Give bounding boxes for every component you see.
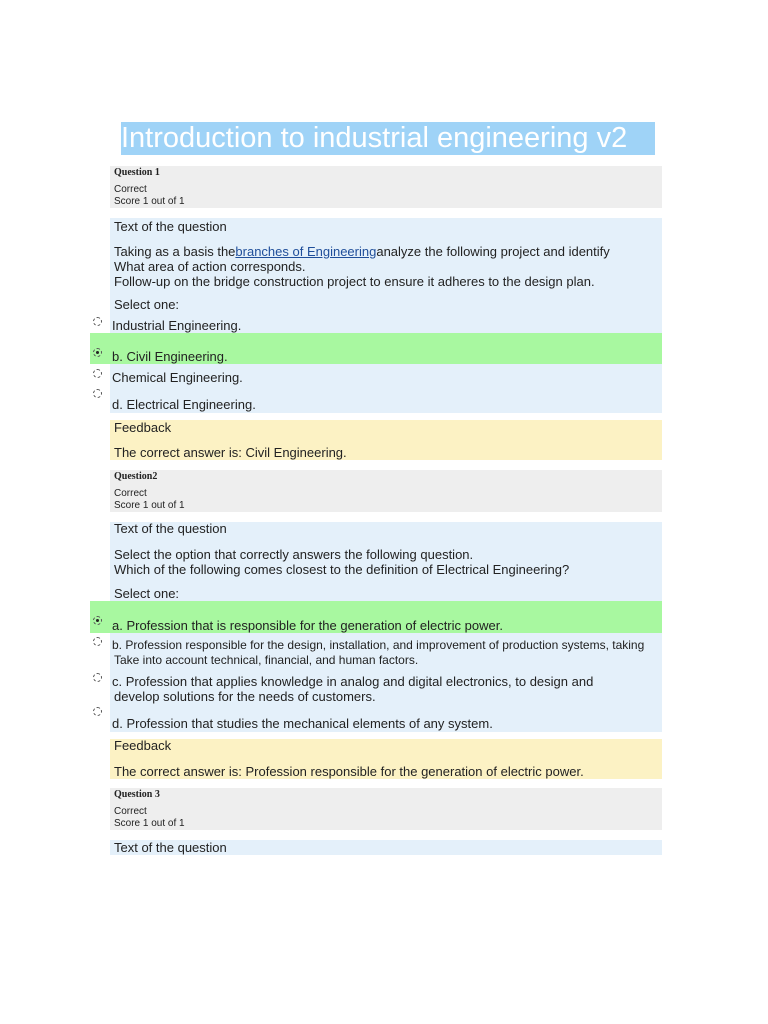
- question-3-info: [110, 788, 662, 830]
- question-2-prompt-line1: Select the option that correctly answers the following question.: [114, 547, 474, 562]
- question-2-prompt-line2: Which of the following comes closest to the definition of Electrical Engineering?: [114, 562, 570, 577]
- question-3-text-heading: Text of the question: [114, 840, 227, 855]
- q1-option-a-label[interactable]: Industrial Engineering.: [112, 318, 242, 333]
- question-1-score: Score 1 out of 1: [114, 196, 185, 207]
- question-3-score: Score 1 out of 1: [114, 818, 185, 829]
- q1-option-c-radio[interactable]: [93, 369, 102, 378]
- question-2-feedback-heading: Feedback: [114, 738, 172, 753]
- question-1-state: Correct: [114, 184, 147, 195]
- q2-option-d-radio[interactable]: [93, 707, 102, 716]
- question-2-feedback-text: The correct answer is: Profession responsible for the generation of electric power.: [114, 764, 584, 779]
- question-1-prompt-line2: What area of action corresponds.: [114, 259, 306, 274]
- question-1-feedback-heading: Feedback: [114, 420, 172, 435]
- q2-option-a-label[interactable]: a. Profession that is responsible for the generation of electric power.: [112, 618, 503, 633]
- q1-option-a-radio[interactable]: [93, 317, 102, 326]
- q1-option-b-label[interactable]: b. Civil Engineering.: [112, 349, 228, 364]
- q2-option-d-label[interactable]: d. Profession that studies the mechanical elements of any system.: [112, 716, 493, 731]
- question-2-select-label: Select one:: [114, 586, 180, 601]
- branches-link[interactable]: branches of Engineering: [235, 244, 377, 259]
- question-1-text-heading: Text of the question: [114, 219, 227, 234]
- q1-option-c-label[interactable]: Chemical Engineering.: [112, 370, 243, 385]
- q2-option-b-label-line2[interactable]: Take into account technical, financial, and human factors.: [114, 653, 419, 667]
- page-title: Introduction to industrial engineering v2: [121, 122, 655, 155]
- question-1-info: [110, 166, 662, 208]
- q2-option-b-radio[interactable]: [93, 637, 102, 646]
- question-1-select-label: Select one:: [114, 297, 180, 312]
- q2-option-c-radio[interactable]: [93, 673, 102, 682]
- question-1-title: Question 1: [114, 167, 160, 178]
- q1-option-b-radio[interactable]: [93, 348, 102, 357]
- q2-option-a-radio[interactable]: [93, 616, 102, 625]
- question-1-feedback-text: The correct answer is: Civil Engineering.: [114, 445, 347, 460]
- q1-option-d-label[interactable]: d. Electrical Engineering.: [112, 397, 256, 412]
- question-2-text-heading: Text of the question: [114, 521, 227, 536]
- q2-option-c-label[interactable]: c. Profession that applies knowledge in analog and digital electronics, to design and: [112, 674, 594, 689]
- question-3-state: Correct: [114, 806, 147, 817]
- question-2-info: [110, 470, 662, 512]
- q2-option-b-label[interactable]: b. Profession responsible for the design, installation, and improvement of production systems, taking: [112, 638, 645, 652]
- question-2-title: Question2: [114, 471, 158, 482]
- q1-option-d-radio[interactable]: [93, 389, 102, 398]
- q2-option-c-label-line2[interactable]: develop solutions for the needs of customers.: [114, 689, 376, 704]
- question-3-title: Question 3: [114, 789, 160, 800]
- question-1-prompt-line1: Taking as a basis thebranches of Engineeringanalyze the following project and identify: [114, 244, 610, 259]
- question-2-score: Score 1 out of 1: [114, 500, 185, 511]
- question-2-state: Correct: [114, 488, 147, 499]
- question-1-prompt-line3: Follow-up on the bridge construction project to ensure it adheres to the design plan.: [114, 274, 595, 289]
